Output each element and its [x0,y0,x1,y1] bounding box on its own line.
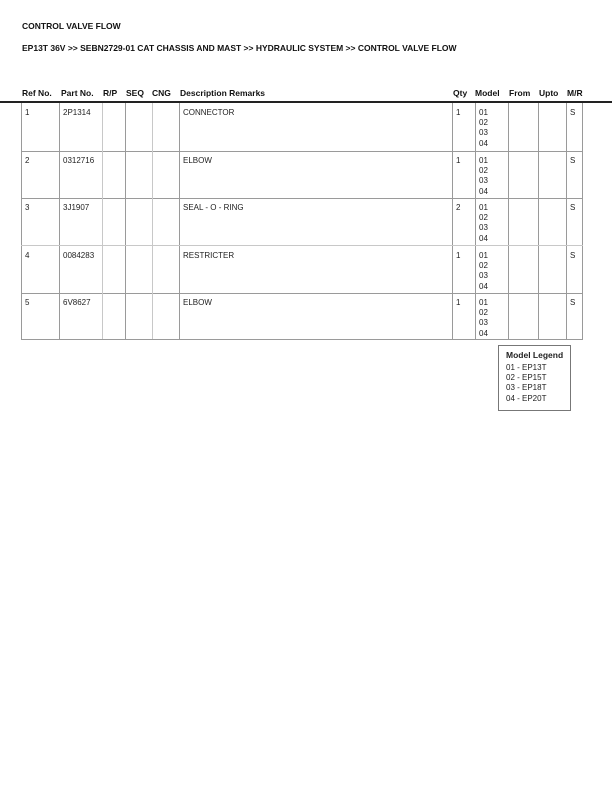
cell-model [475,198,508,245]
header-from: From [509,88,531,98]
model-code: 04 [479,186,488,196]
cell-ref-no: 4 [21,246,59,293]
header-description: Description Remarks [180,88,266,98]
cell-part-no: 6V8627 [59,293,102,339]
cell-from [508,198,538,245]
cell-upto [538,151,566,198]
header-upto: Upto [539,88,559,98]
model-code: 02 [479,166,488,176]
cell-from [508,151,538,198]
cell-part-no: 0084283 [59,246,102,293]
legend-item: 02 - EP15T [506,373,547,383]
header-model: Model [475,88,500,98]
cell-seq [125,198,152,245]
table-row [21,103,583,152]
model-code: 01 [479,156,488,165]
cell-from [508,246,538,293]
cell-upto [538,103,566,151]
cell-qty: 1 [452,103,475,151]
cell-seq [125,293,152,339]
cell-upto [538,293,566,339]
model-code: 03 [479,128,488,138]
header-cng: CNG [152,88,171,98]
cell-cng [152,198,179,245]
legend-title: Model Legend [506,350,564,360]
cell-seq [125,246,152,293]
model-code: 04 [479,233,488,243]
cell-description: RESTRICTER [179,246,452,293]
cell-ref-no: 3 [21,198,59,245]
cell-rp [102,293,125,339]
cell-cng [152,293,179,339]
model-code: 04 [479,138,488,148]
breadcrumb: EP13T 36V >> SEBN2729-01 CAT CHASSIS AND MAST >> HYDRAULIC SYSTEM >> CONTROL VALVE FLOW [22,43,457,53]
cell-rp [102,246,125,293]
header-qty: Qty [453,88,468,98]
model-code: 02 [479,118,488,128]
cell-qty: 2 [452,198,475,245]
cell-rp [102,198,125,245]
cell-ref-no: 2 [21,151,59,198]
cell-description: ELBOW [179,293,452,339]
table-row [21,151,583,199]
model-code: 01 [479,203,488,212]
model-code: 01 [479,298,488,307]
page-title: CONTROL VALVE FLOW [22,21,121,31]
table-row [21,245,583,294]
legend-item: 03 - EP18T [506,383,547,393]
model-code: 01 [479,251,488,260]
header-seq: SEQ [126,88,144,98]
cell-seq [125,151,152,198]
cell-qty: 1 [452,151,475,198]
cell-model [475,293,508,339]
table-row [21,198,583,246]
cell-description: ELBOW [179,151,452,198]
header-rp: R/P [103,88,118,98]
cell-mr: S [566,246,583,293]
model-code: 02 [479,261,488,271]
cell-cng [152,246,179,293]
model-code: 04 [479,281,488,291]
cell-ref-no: 1 [21,103,59,151]
model-code: 02 [479,308,488,318]
table-row [21,293,583,340]
cell-upto [538,198,566,245]
model-code: 04 [479,328,488,338]
cell-model [475,103,508,151]
model-code: 03 [479,223,488,233]
cell-description: CONNECTOR [179,103,452,151]
model-legend [498,345,571,411]
model-code: 03 [479,176,488,186]
cell-qty: 1 [452,246,475,293]
cell-from [508,103,538,151]
cell-part-no: 3J1907 [59,198,102,245]
header-part-no: Part No. [61,88,94,98]
cell-rp [102,151,125,198]
header-mr: M/R [567,88,583,98]
cell-mr: S [566,198,583,245]
model-code: 02 [479,213,488,223]
cell-upto [538,246,566,293]
cell-mr: S [566,151,583,198]
cell-cng [152,151,179,198]
cell-part-no: 0312716 [59,151,102,198]
cell-mr: S [566,293,583,339]
cell-description: SEAL - O - RING [179,198,452,245]
cell-seq [125,103,152,151]
model-code: 03 [479,318,488,328]
model-code: 03 [479,271,488,281]
header-ref-no: Ref No. [22,88,52,98]
cell-from [508,293,538,339]
cell-cng [152,103,179,151]
legend-item: 04 - EP20T [506,393,547,403]
cell-model [475,151,508,198]
cell-ref-no: 5 [21,293,59,339]
cell-mr: S [566,103,583,151]
cell-qty: 1 [452,293,475,339]
legend-item: 01 - EP13T [506,363,547,372]
model-code: 01 [479,108,488,117]
cell-model [475,246,508,293]
cell-part-no: 2P1314 [59,103,102,151]
cell-rp [102,103,125,151]
